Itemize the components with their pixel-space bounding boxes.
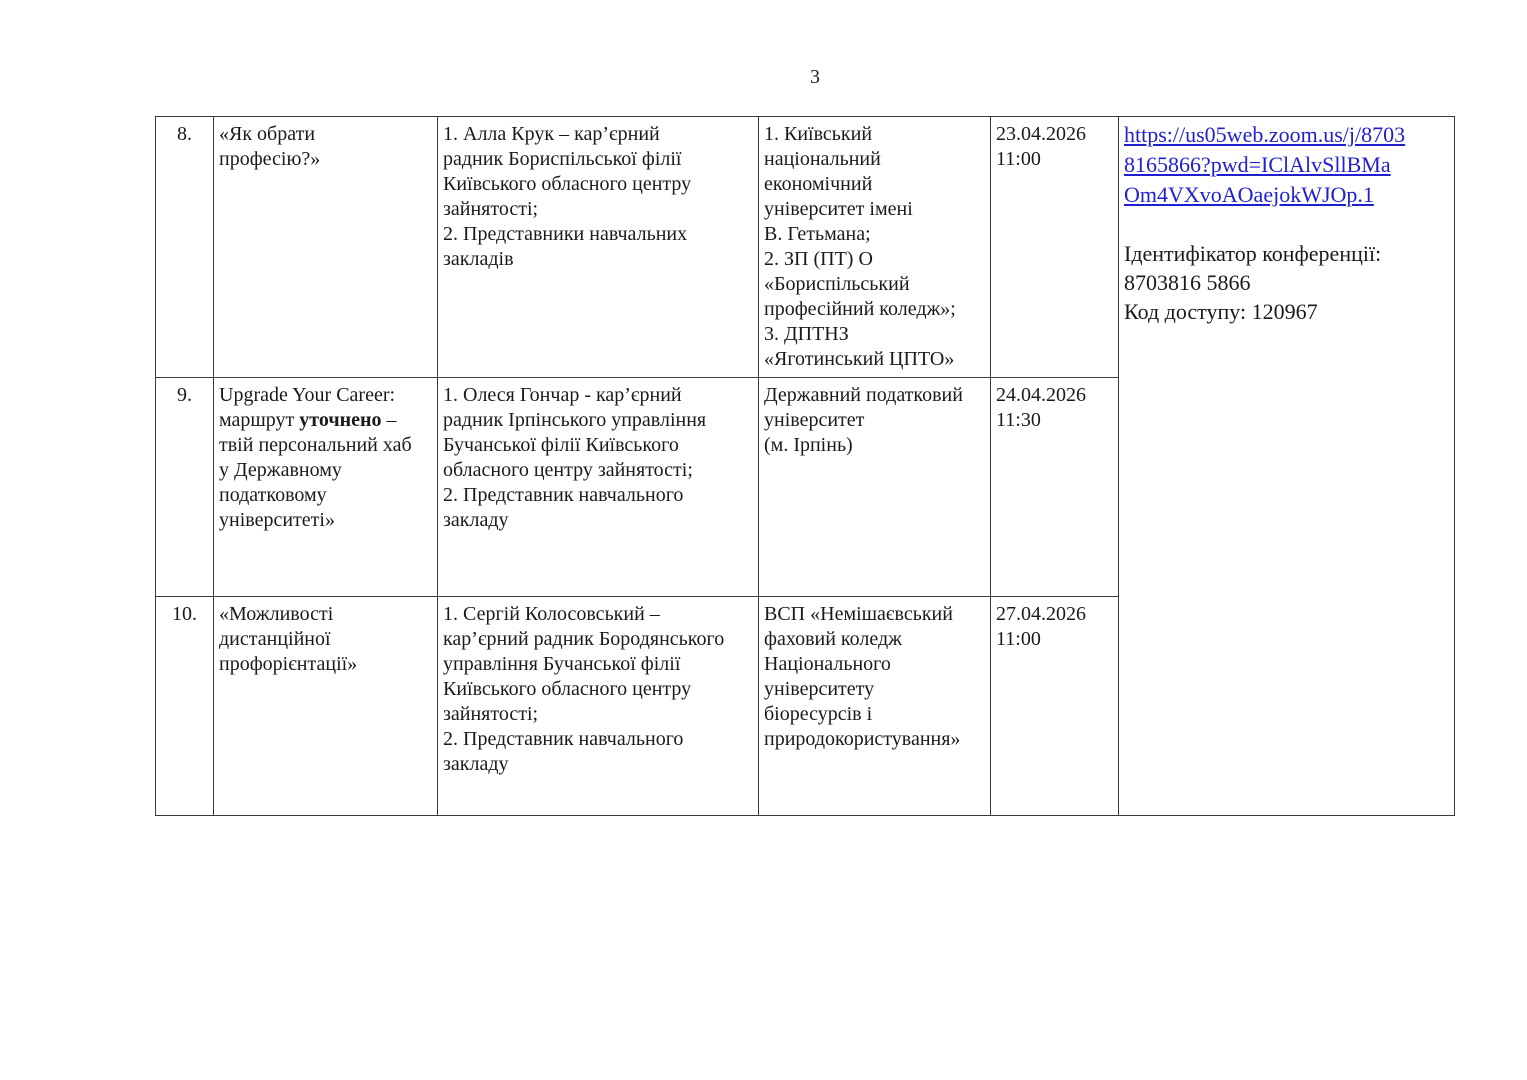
institution-line: Державний податковий (764, 384, 963, 406)
speaker-line: 2. Представник навчального (443, 728, 684, 750)
event-time: 11:00 (996, 628, 1041, 650)
speaker-line: 1. Сергій Колосовський – (443, 603, 660, 625)
speaker-line: 1. Алла Крук – кар’єрний (443, 123, 660, 145)
speaker-line: закладу (443, 753, 509, 775)
institution-line: Національного (764, 653, 891, 675)
topic-line: «Як обрати (219, 123, 316, 145)
topic-line: податковому (219, 484, 327, 506)
institution-line: 3. ДПТНЗ (764, 323, 849, 345)
institution-line: природокористування» (764, 728, 961, 750)
spacer (1124, 210, 1449, 239)
institution-line: 2. ЗП (ПТ) О (764, 248, 873, 270)
event-date: 27.04.2026 (996, 603, 1086, 625)
zoom-link[interactable] (1124, 120, 1449, 210)
event-institution (759, 597, 991, 816)
topic-line: «Можливості (219, 603, 334, 625)
speaker-line: зайнятості; (443, 703, 539, 725)
topic-line: університеті» (219, 509, 335, 531)
event-date: 23.04.2026 (996, 123, 1086, 145)
event-topic (214, 117, 438, 378)
row-number: 8. (156, 117, 214, 378)
speaker-line: Київського обласного центру (443, 678, 692, 700)
event-topic (214, 378, 438, 597)
institution-line: економічний (764, 173, 873, 195)
institution-line: В. Гетьмана; (764, 223, 871, 245)
topic-line: у Державному (219, 459, 342, 481)
topic-line: професію?» (219, 148, 321, 170)
page-number: 3 (810, 66, 820, 88)
zoom-link-line[interactable]: Om4VXvoAOaejokWJOp.1 (1124, 182, 1374, 207)
events-table (155, 116, 1455, 816)
row-number: 9. (156, 378, 214, 597)
event-time: 11:30 (996, 409, 1041, 431)
institution-line: 1. Київський (764, 123, 873, 145)
speaker-line: закладів (443, 248, 514, 270)
topic-text: маршрут (219, 409, 300, 431)
event-speakers (438, 597, 759, 816)
institution-line: ВСП «Немішаєвський (764, 603, 953, 625)
event-institution (759, 117, 991, 378)
zoom-link-line[interactable]: 8165866?pwd=IClAlvSllBMa (1124, 152, 1391, 177)
speaker-line: кар’єрний радник Бородянського (443, 628, 725, 650)
topic-line: профорієнтації» (219, 653, 358, 675)
event-datetime (991, 117, 1119, 378)
access-code: Код доступу: 120967 (1124, 299, 1318, 324)
speaker-line: управління Бучанської філії (443, 653, 681, 675)
conference-id-value: 8703816 5866 (1124, 270, 1251, 295)
speaker-line: радник Бориспільської філії (443, 148, 682, 170)
topic-line (219, 408, 432, 433)
speaker-line: Київського обласного центру (443, 173, 692, 195)
speaker-line: обласного центру зайнятості; (443, 459, 693, 481)
zoom-link-line[interactable]: https://us05web.zoom.us/j/8703 (1124, 122, 1406, 147)
event-datetime (991, 378, 1119, 597)
topic-line: твій персональний хаб (219, 434, 412, 456)
event-time: 11:00 (996, 148, 1041, 170)
institution-line: професійний коледж»; (764, 298, 956, 320)
institution-line: національний (764, 148, 881, 170)
speaker-line: Бучанської філії Київського (443, 434, 679, 456)
speaker-line: зайнятості; (443, 198, 539, 220)
speaker-line: 2. Представник навчального (443, 484, 684, 506)
event-institution (759, 378, 991, 597)
speaker-line: 2. Представники навчальних (443, 223, 688, 245)
institution-line: університет імені (764, 198, 913, 220)
row-number: 10. (156, 597, 214, 816)
institution-line: біоресурсів і (764, 703, 873, 725)
institution-line: «Бориспільський (764, 273, 910, 295)
conference-info (1119, 117, 1455, 816)
table-row (156, 117, 1455, 378)
event-date: 24.04.2026 (996, 384, 1086, 406)
institution-line: університету (764, 678, 875, 700)
topic-bold-text: уточнено (299, 409, 382, 431)
institution-line: фаховий коледж (764, 628, 902, 650)
event-speakers (438, 378, 759, 597)
event-datetime (991, 597, 1119, 816)
event-topic (214, 597, 438, 816)
institution-line: «Яготинський ЦПТО» (764, 348, 955, 370)
topic-line: дистанційної (219, 628, 331, 650)
topic-line: Upgrade Your Career: (219, 384, 396, 406)
speaker-line: радник Ірпінського управління (443, 409, 707, 431)
speaker-line: закладу (443, 509, 509, 531)
conference-id-label: Ідентифікатор конференції: (1124, 241, 1382, 266)
speaker-line: 1. Олеся Гончар - кар’єрний (443, 384, 682, 406)
topic-text: – (381, 409, 397, 431)
event-speakers (438, 117, 759, 378)
institution-line: (м. Ірпінь) (764, 434, 853, 456)
institution-line: університет (764, 409, 865, 431)
